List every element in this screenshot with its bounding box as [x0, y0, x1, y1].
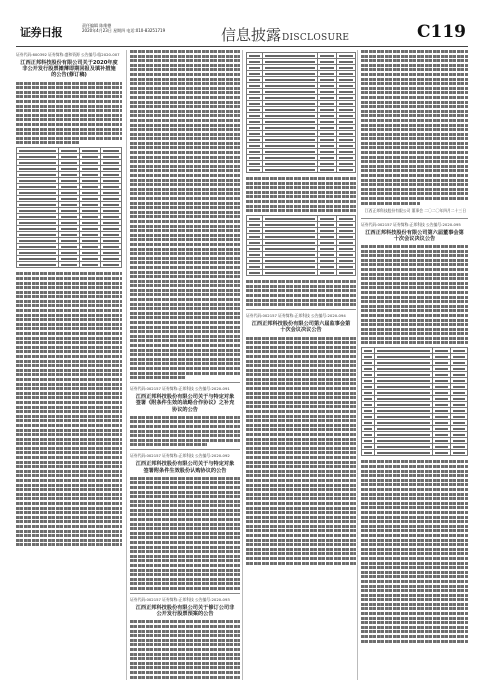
body-text	[361, 50, 468, 205]
body-text	[361, 245, 468, 344]
body-text	[130, 477, 240, 590]
announcement-meta: 证券代码:600392 证券简称:盛和资源 公告编号:临2020-007	[16, 52, 120, 57]
newspaper-logo: 证券日报	[20, 26, 62, 39]
section-title-en: DISCLOSURE	[282, 33, 350, 43]
edition-line-2: 2020年4月23日 星期四 电话:010-83251719	[82, 28, 166, 33]
section-title	[221, 24, 349, 45]
signature: 江西正邦科技股份有限公司 董事会 二〇二〇年四月二十三日	[364, 207, 466, 213]
article-columns	[16, 50, 468, 680]
data-table	[246, 52, 356, 173]
column-3	[246, 50, 356, 680]
body-text	[16, 272, 122, 546]
column-2	[130, 50, 240, 680]
masthead-rule	[16, 46, 468, 47]
masthead	[16, 20, 468, 48]
announcement-meta: 证券代码:002157 证券简称:正邦科技 公告编号:2020-091	[130, 386, 230, 392]
edition-info	[82, 23, 202, 33]
announcement-title: 江西正邦科技股份有限公司关于与特定对象签署《附条件生效的战略合作协议》之补充协议的公告	[135, 394, 235, 413]
body-text	[130, 620, 240, 680]
body-text	[246, 337, 356, 565]
announcement-title: 江西正邦科技股份有限公司第六届董事会第十次会议决议公告	[365, 229, 464, 242]
body-text	[246, 177, 356, 212]
announcement-title: 江西正邦科技股份有限公司关于与特定对象签署附条件生效股份认购协议的公告	[135, 461, 235, 474]
column-4	[361, 50, 468, 680]
announcement-meta: 证券代码:002157 证券简称:正邦科技 公告编号:2020-093	[130, 596, 230, 602]
announcement-meta: 证券代码:002157 证券简称:正邦科技 公告编号:2020-095	[361, 221, 461, 227]
announcement-title: 江西正邦科技股份有限公司关于修订公司非公开发行股票预案的公告	[135, 604, 235, 618]
body-text	[246, 280, 356, 306]
edition-line-1: 责任编辑 陈维德	[82, 23, 112, 28]
data-table	[16, 147, 122, 268]
announcement-meta: 证券代码:002157 证券简称:正邦科技 公告编号:2020-092	[130, 453, 230, 459]
announcement-meta: 证券代码:002157 证券简称:正邦科技 公告编号:2020-094	[246, 313, 346, 319]
body-text	[16, 82, 122, 145]
body-text	[130, 416, 240, 447]
page-number: C119	[416, 22, 466, 42]
data-table	[246, 215, 356, 276]
body-text	[130, 50, 240, 379]
announcement-title: 江西正邦科技股份有限公司关于2020年度非公开发行股票摊薄即期回报及填补措施的公告(修订稿)	[20, 60, 118, 79]
body-text	[361, 460, 468, 642]
section-title-cn: 信息披露	[221, 26, 282, 44]
data-table	[361, 347, 468, 456]
column-1	[16, 50, 122, 680]
announcement-title: 江西正邦科技股份有限公司第六届监事会第十次会议决议公告	[251, 321, 351, 334]
